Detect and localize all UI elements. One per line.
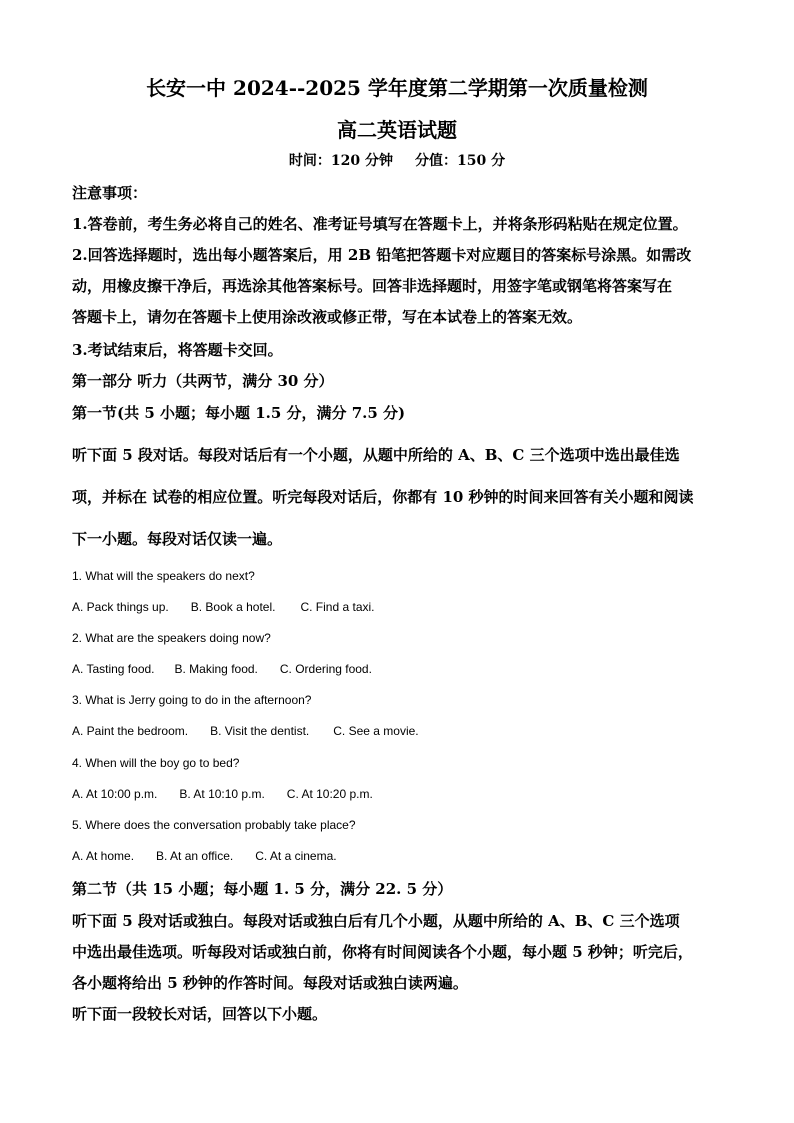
option-c: C. At a cinema. bbox=[255, 849, 337, 863]
note-item-2-line-1: 2.回答选择题时，选出每小题答案后，用 2B 铅笔把答题卡对应题目的答案标号涂黑。如需改 bbox=[72, 246, 692, 264]
section1-intro-line-3: 下一小题。每段对话仅读一遍。 bbox=[72, 530, 283, 548]
question-2-options bbox=[72, 662, 372, 676]
section1-intro-line-1: 听下面 5 段对话。每段对话后有一个小题，从题中所给的 A、B、C 三个选项中选出最佳选 bbox=[72, 446, 680, 464]
question-1-options bbox=[72, 600, 375, 614]
option-a: A. At home. bbox=[72, 849, 135, 863]
option-c: C. See a movie. bbox=[333, 724, 419, 738]
option-a: A. At 10:00 p.m. bbox=[72, 787, 158, 801]
option-c: C. Find a taxi. bbox=[300, 600, 375, 614]
question-5: 5. Where does the conversation probably take place? bbox=[72, 818, 356, 832]
exam-info bbox=[0, 150, 794, 170]
question-3-options bbox=[72, 724, 419, 738]
option-c: C. At 10:20 p.m. bbox=[286, 787, 373, 801]
option-a: A. Tasting food. bbox=[72, 662, 155, 676]
question-3: 3. What is Jerry going to do in the afternoon? bbox=[72, 693, 312, 707]
section2-intro-line-4: 听下面一段较长对话，回答以下小题。 bbox=[72, 1005, 328, 1023]
note-item-2-line-2: 动，用橡皮擦干净后，再选涂其他答案标号。回答非选择题时，用签字笔或钢笔将答案写在 bbox=[72, 277, 673, 295]
section2-heading: 第二节（共 15 小题；每小题 1. 5 分，满分 22. 5 分） bbox=[72, 880, 453, 898]
section2-intro-line-2: 中选出最佳选项。听每段对话或独白前，你将有时间阅读各个小题，每小题 5 秒钟；听完后， bbox=[72, 943, 693, 961]
option-b: B. At 10:10 p.m. bbox=[179, 787, 265, 801]
question-4: 4. When will the boy go to bed? bbox=[72, 756, 240, 770]
option-b: B. At an office. bbox=[156, 849, 234, 863]
notes-heading: 注意事项： bbox=[72, 184, 148, 202]
option-a: A. Paint the bedroom. bbox=[72, 724, 189, 738]
section2-intro-line-1: 听下面 5 段对话或独白。每段对话或独白后有几个小题，从题中所给的 A、B、C 三个选项 bbox=[72, 912, 680, 930]
exam-title: 长安一中 2024--2025 学年度第二学期第一次质量检测 bbox=[146, 76, 648, 100]
exam-score: 分值：150 分 bbox=[415, 153, 506, 169]
note-item-2-line-3: 答题卡上，请勿在答题卡上使用涂改液或修正带，写在本试卷上的答案无效。 bbox=[72, 308, 583, 326]
question-1: 1. What will the speakers do next? bbox=[72, 569, 255, 583]
exam-time: 时间：120 分钟 bbox=[288, 153, 393, 169]
part1-heading: 第一部分 听力（共两节，满分 30 分） bbox=[72, 372, 334, 390]
section2-intro-line-3: 各小题将给出 5 秒钟的作答时间。每段对话或独白读两遍。 bbox=[72, 974, 468, 992]
question-2: 2. What are the speakers doing now? bbox=[72, 631, 271, 645]
section1-intro-line-2: 项，并标在 试卷的相应位置。听完每段对话后，你都有 10 秒钟的时间来回答有关小题和阅读 bbox=[72, 488, 694, 506]
option-c: C. Ordering food. bbox=[279, 662, 372, 676]
option-a: A. Pack things up. bbox=[72, 600, 169, 614]
note-item-1: 1.答卷前，考生务必将自己的姓名、准考证号填写在答题卡上，并将条形码粘贴在规定位置。 bbox=[72, 215, 688, 233]
section1-heading: 第一节(共 5 小题；每小题 1.5 分，满分 7.5 分) bbox=[72, 404, 406, 422]
option-b: B. Making food. bbox=[174, 662, 258, 676]
question-4-options bbox=[72, 787, 373, 801]
option-b: B. Book a hotel. bbox=[190, 600, 276, 614]
option-b: B. Visit the dentist. bbox=[210, 724, 310, 738]
exam-subtitle: 高二英语试题 bbox=[337, 118, 457, 142]
note-item-3: 3.考试结束后，将答题卡交回。 bbox=[72, 341, 283, 359]
question-5-options bbox=[72, 849, 337, 863]
